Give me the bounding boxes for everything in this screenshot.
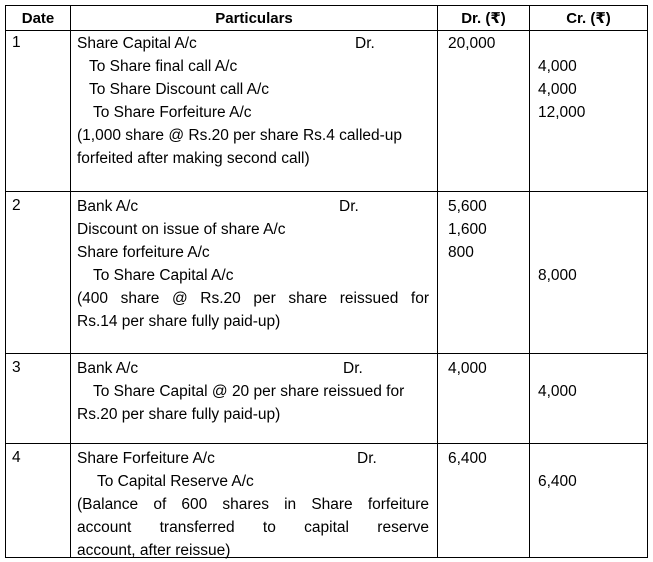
credit-account: To Share Capital A/c [93,267,234,284]
debit-account: Share Forfeiture A/c [77,450,215,467]
table-row [6,192,648,354]
debit-cell [438,444,530,558]
credit-account: To Capital Reserve A/c [97,473,254,490]
narration-line: (400 share @ Rs.20 per share reissued for [77,290,429,307]
credit-amount: 4,000 [538,81,577,98]
credit-cell [530,31,648,192]
debit-amount: 5,600 [448,198,487,215]
credit-cell [530,444,648,558]
particulars-cell [71,192,438,354]
debit-account: Share forfeiture A/c [77,244,210,261]
dr-marker: Dr. [355,35,375,52]
date-cell [6,444,71,558]
entry-date: 2 [12,197,21,214]
table-row [6,354,648,444]
debit-account: Discount on issue of share A/c [77,221,286,238]
debit-amount: 6,400 [448,450,487,467]
narration-line: (1,000 share @ Rs.20 per share Rs.4 called-up [77,127,403,144]
credit-cell [530,354,648,444]
table-header-row [6,6,648,31]
credit-amount: 4,000 [538,383,577,400]
credit-account: To Share final call A/c [89,58,238,75]
narration-line: Rs.14 per share fully paid-up) [77,313,281,330]
narration-line: account, after reissue) [77,542,231,559]
debit-cell [438,192,530,354]
table-row [6,444,648,558]
header-particulars: Particulars [71,6,438,31]
header-date: Date [6,6,71,31]
debit-cell [438,31,530,192]
entry-date: 4 [12,449,21,466]
particulars-cell [71,444,438,558]
narration-line: Rs.20 per share fully paid-up) [77,406,281,423]
narration-line: forfeited after making second call) [77,150,310,167]
journal-entry-table [5,5,648,558]
debit-account: Bank A/c [77,360,139,377]
credit-amount: 6,400 [538,473,577,490]
date-cell [6,354,71,444]
credit-amount: 12,000 [538,104,586,121]
credit-amount: 4,000 [538,58,577,75]
debit-account: Share Capital A/c [77,35,197,52]
narration-line: account transferred to capital reserve [77,519,429,536]
dr-marker: Dr. [357,450,377,467]
entry-date: 3 [12,359,21,376]
credit-cell [530,192,648,354]
debit-amount: 4,000 [448,360,487,377]
credit-amount: 8,000 [538,267,577,284]
table-row [6,31,648,192]
header-debit: Dr. (₹) [438,6,530,31]
dr-marker: Dr. [339,198,359,215]
entry-date: 1 [12,34,21,51]
credit-account: To Share Discount call A/c [89,81,270,98]
narration-line: (Balance of 600 shares in Share forfeiture [77,496,429,513]
debit-cell [438,354,530,444]
debit-account: Bank A/c [77,198,139,215]
credit-account: To Share Forfeiture A/c [93,104,252,121]
date-cell [6,192,71,354]
debit-amount: 800 [448,244,474,261]
credit-account: To Share Capital @ 20 per share reissued for [93,383,405,400]
dr-marker: Dr. [343,360,363,377]
debit-amount: 20,000 [448,35,496,52]
header-credit: Cr. (₹) [530,6,648,31]
date-cell [6,31,71,192]
particulars-cell [71,354,438,444]
particulars-cell [71,31,438,192]
debit-amount: 1,600 [448,221,487,238]
